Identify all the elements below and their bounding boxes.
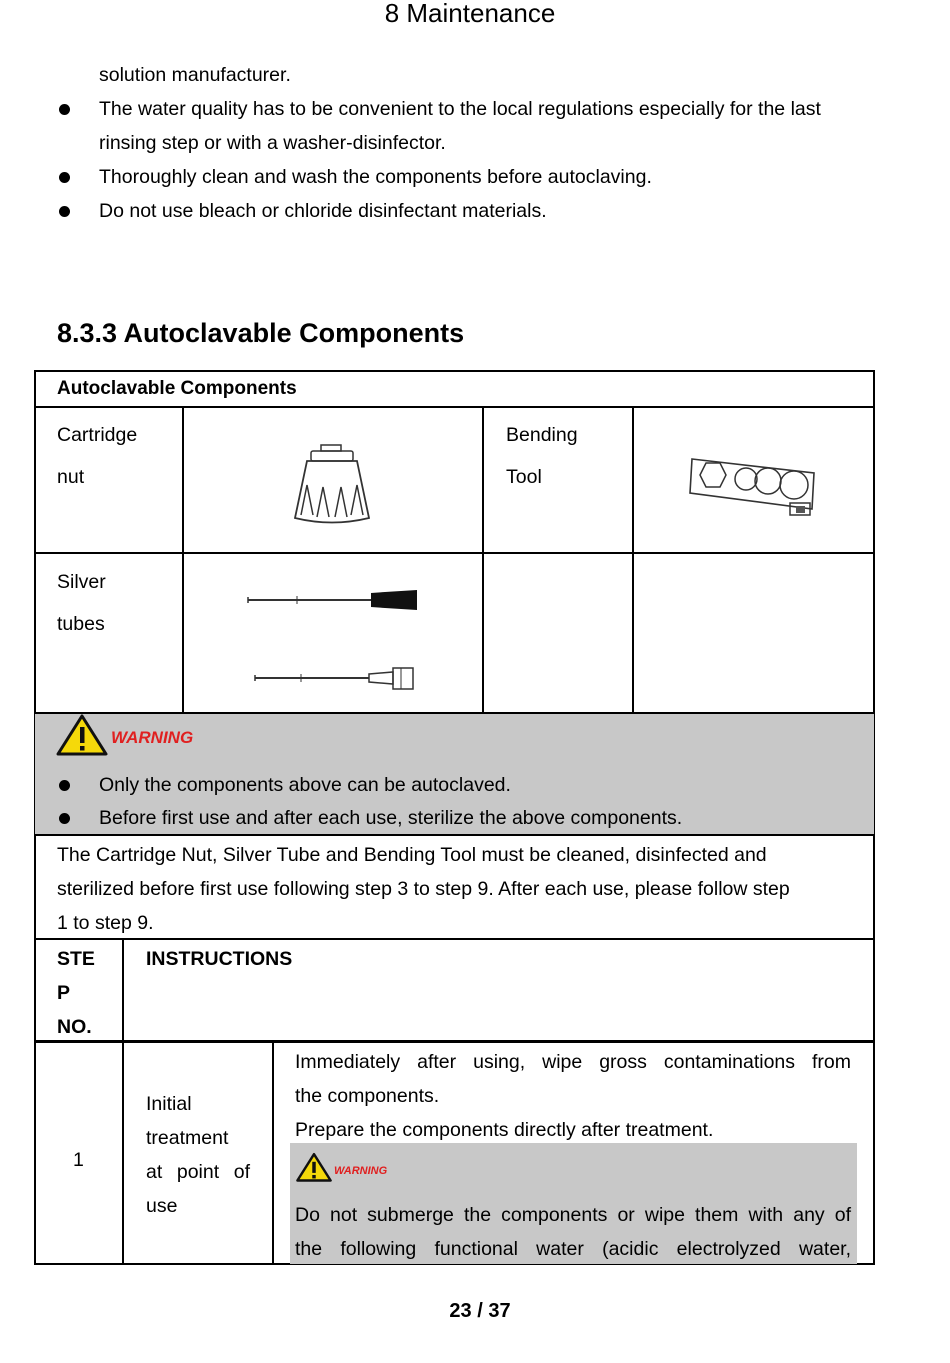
component-name-line2: tubes bbox=[57, 613, 105, 635]
bullet-icon bbox=[59, 172, 70, 183]
bending-tool-icon bbox=[686, 453, 821, 521]
step-text-line3: Prepare the components directly after treatment. bbox=[295, 1119, 714, 1141]
component-name-line1: Bending bbox=[506, 424, 578, 446]
warning-label: WARNING bbox=[111, 728, 194, 747]
col-instructions-header: INSTRUCTIONS bbox=[146, 948, 293, 970]
note-line2: sterilized before first use following step 3 to step 9. After each use, please follow step bbox=[57, 878, 790, 900]
table-divider bbox=[122, 938, 124, 1265]
col-step-line2: P bbox=[57, 982, 71, 1004]
section-heading: 8.3.3 Autoclavable Components bbox=[57, 318, 465, 348]
bullet-icon bbox=[59, 206, 70, 217]
table-divider bbox=[34, 406, 875, 408]
step-warning-line2: the following functional water (acidic electrolyzed water, bbox=[295, 1238, 851, 1260]
cartridge-nut-icon bbox=[285, 443, 380, 528]
table-divider bbox=[632, 406, 634, 714]
note-line1: The Cartridge Nut, Silver Tube and Bending Tool must be cleaned, disinfected and bbox=[57, 844, 767, 866]
component-name-line1: Cartridge bbox=[57, 424, 138, 446]
step-text-line1: Immediately after using, wipe gross contaminations from bbox=[295, 1051, 851, 1073]
component-name-line2: Tool bbox=[506, 466, 542, 488]
warning-triangle-icon bbox=[296, 1151, 332, 1183]
silver-tubes-icon bbox=[245, 586, 420, 696]
table-divider bbox=[182, 406, 184, 714]
intro-bullet-1-line2: rinsing step or with a washer-disinfector. bbox=[99, 132, 446, 154]
bullet-icon bbox=[59, 780, 70, 791]
page-header-title: 8 Maintenance bbox=[384, 0, 556, 28]
warning-bullet-2: Before first use and after each use, sterilize the above components. bbox=[99, 807, 683, 829]
intro-bullet-2: Thoroughly clean and wash the components before autoclaving. bbox=[99, 166, 652, 188]
step-name-line4: use bbox=[146, 1195, 178, 1217]
component-name-line2: nut bbox=[57, 466, 85, 488]
table-divider bbox=[482, 406, 484, 714]
table-divider bbox=[272, 1042, 274, 1265]
intro-bullet-3: Do not use bleach or chloride disinfectant materials. bbox=[99, 200, 547, 222]
bullet-icon bbox=[59, 813, 70, 824]
warning-triangle-icon bbox=[56, 713, 108, 756]
step-name-line2: treatment bbox=[146, 1127, 229, 1149]
step-warning-line1: Do not submerge the components or wipe them with any of bbox=[295, 1204, 851, 1226]
step-name-line1: Initial bbox=[146, 1093, 192, 1115]
intro-continuation: solution manufacturer. bbox=[99, 64, 291, 86]
step-warning-label: WARNING bbox=[334, 1165, 388, 1177]
page-number: 23 / 37 bbox=[449, 1300, 511, 1322]
step-number: 1 bbox=[73, 1149, 84, 1171]
note-line3: 1 to step 9. bbox=[57, 912, 154, 934]
warning-bullet-1: Only the components above can be autoclaved. bbox=[99, 774, 511, 796]
step-name-line3: at point of bbox=[146, 1161, 250, 1183]
step-text-line2: the components. bbox=[295, 1085, 440, 1107]
table-divider bbox=[34, 1040, 875, 1043]
col-step-line3: NO. bbox=[57, 1016, 92, 1038]
components-table-title: Autoclavable Components bbox=[57, 378, 297, 399]
component-name-line1: Silver bbox=[57, 571, 106, 593]
col-step-line1: STE bbox=[57, 948, 95, 970]
intro-bullet-1-line1: The water quality has to be convenient to the local regulations especially for the last bbox=[99, 98, 821, 120]
bullet-icon bbox=[59, 104, 70, 115]
table-divider bbox=[34, 552, 875, 554]
